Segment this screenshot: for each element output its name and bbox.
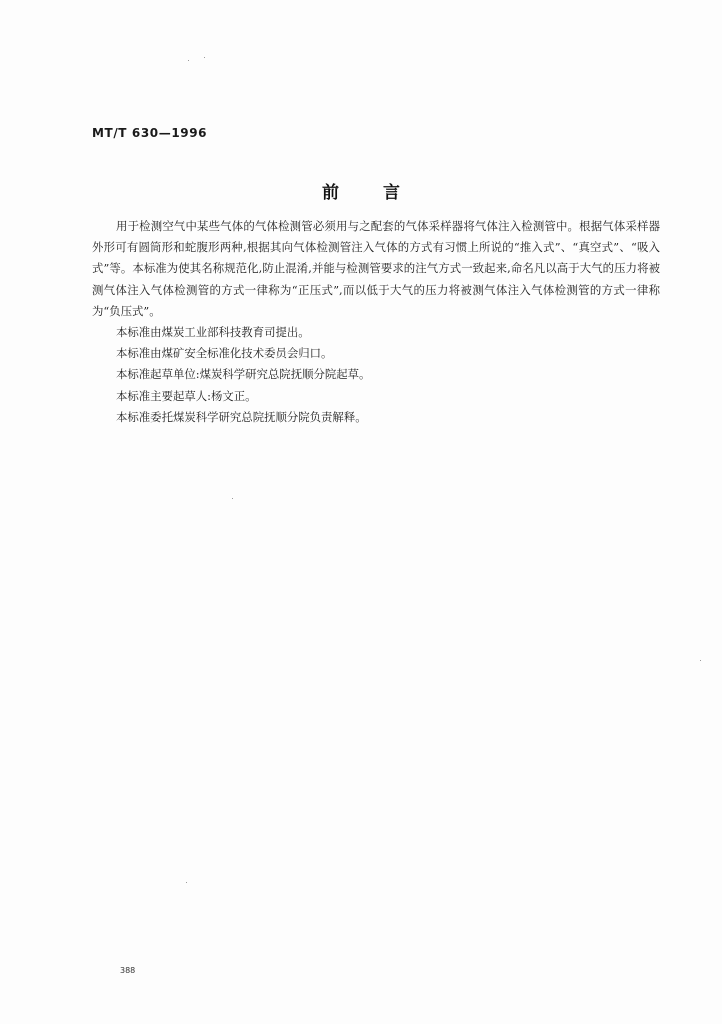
page-title: 前言 [322, 183, 444, 203]
body-text [92, 216, 660, 428]
scan-speck [232, 498, 233, 499]
scan-speck [186, 882, 187, 883]
drafting-unit-line: 本标准起草单位:煤炭科学研究总院抚顺分院起草。 [116, 367, 371, 382]
scan-speck [188, 60, 189, 61]
proposed-by-line: 本标准由煤炭工业部科技教育司提出。 [116, 325, 310, 340]
drafter-line: 本标准主要起草人:杨文正。 [116, 388, 257, 403]
managed-by-line: 本标准由煤矿安全标准化技术委员会归口。 [116, 346, 333, 361]
scan-speck [204, 57, 205, 58]
interpretation-line: 本标准委托煤炭科学研究总院抚顺分院负责解释。 [116, 409, 367, 424]
standard-code: MT/T 630—1996 [92, 126, 208, 140]
foreword-paragraph: 用于检测空气中某些气体的气体检测管必须用与之配套的气体采样器将气体注入检测管中。根据气体采样器外形可有圆筒形和蛇腹形两种,根据其向气体检测管注入气体的方式有习惯上所说的“推入式”、“真空式”、“吸入式”等。本标准为使其名称规范化,防止混淆,并能与检测管要求的注气方式一致起来,命名凡以高于大气的压力将被测气体注入气体检测管的方式一律称为“正压式”,而以低于大气的压力将被测气体注入气体检测管的方式一律称为“负压式”。 [92, 219, 660, 318]
page-number: 388 [120, 966, 136, 975]
scan-speck [700, 660, 701, 661]
